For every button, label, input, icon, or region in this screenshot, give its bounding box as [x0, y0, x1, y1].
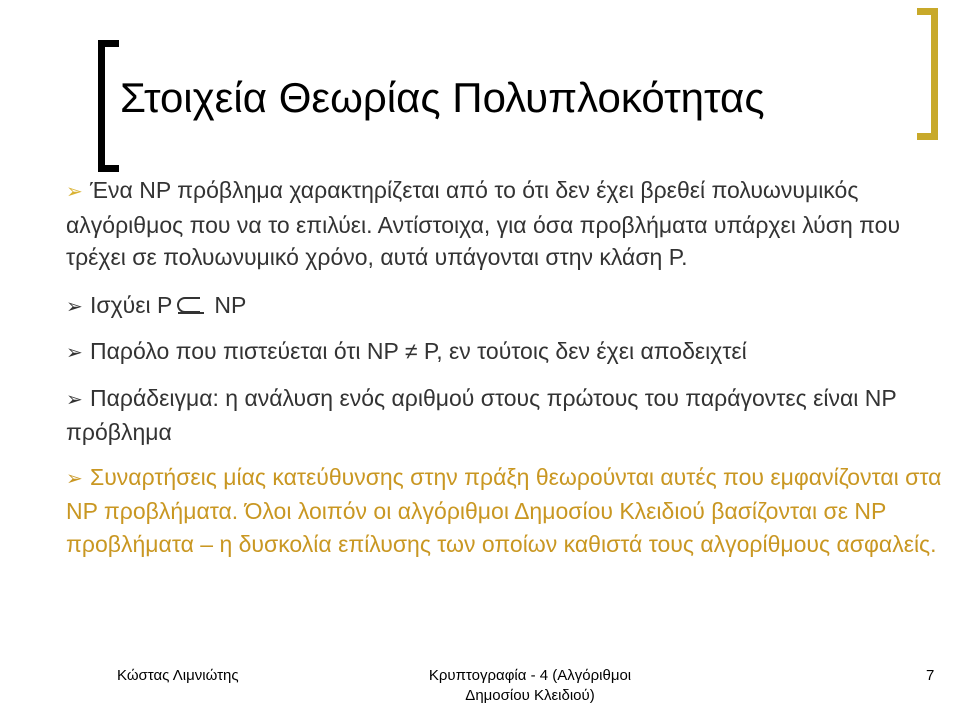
arrow-bullet-icon: ➢: [66, 467, 83, 490]
arrow-bullet-icon: ➢: [66, 342, 83, 364]
bullet-2: [66, 289, 946, 324]
footer-author: Κώστας Λιμνιώτης: [117, 667, 239, 684]
bullet-3: [66, 335, 946, 370]
bullet-text: Παράδειγμα: η ανάλυση ενός αριθμού στους πρώτους του παράγοντες είναι NP πρόβλημα: [66, 384, 897, 445]
bullet-4: [66, 382, 946, 449]
bullet-text: Συναρτήσεις μίας κατεύθυνσης στην πράξη θεωρούνται αυτές που εμφανίζονται στα NP προβλήματα. Όλοι λοιπόν οι αλγόριθμοι Δημοσίου Κλειδιού βασίζονται σε NP προβλήματα – η δυσκολία επίλυσης των οποίων καθιστά τους αλγορίθμους ασφαλείς.: [66, 463, 942, 557]
footer-page-number: 7: [926, 667, 935, 684]
bullet-text: Ένα NP πρόβλημα χαρακτηρίζεται από το ότι δεν έχει βρεθεί πολυωνυμικός αλγόριθμος που να το επιλύει. Αντίστοιχα, για όσα προβλήματα υπάρχει λύση που τρέχει σε πολυωνυμικό χρόνο, αυτά υπάγονται στην κλάση P.: [66, 177, 901, 270]
slide-body: [66, 174, 946, 560]
arrow-bullet-icon: ➢: [66, 388, 83, 411]
bullet-text-prefix: Ισχύει P: [90, 291, 173, 318]
arrow-bullet-icon: ➢: [66, 181, 83, 203]
bullet-1: [66, 174, 946, 274]
title-bracket-right: [917, 8, 938, 140]
bullet-5: [66, 461, 946, 561]
footer-course: Κρυπτογραφία - 4 (Αλγόριθμοι Δημοσίου Κλειδιού): [428, 667, 632, 704]
subset-symbol-icon: [176, 296, 210, 314]
title-bracket-left: [98, 40, 119, 172]
bullet-text: Παρόλο που πιστεύεται ότι NP ≠ P, εν τούτοις δεν έχει αποδειχτεί: [90, 338, 747, 364]
arrow-bullet-icon: ➢: [66, 295, 83, 318]
slide-title: Στοιχεία Θεωρίας Πολυπλοκότητας: [120, 74, 765, 121]
bullet-text-suffix: NP: [214, 291, 247, 318]
